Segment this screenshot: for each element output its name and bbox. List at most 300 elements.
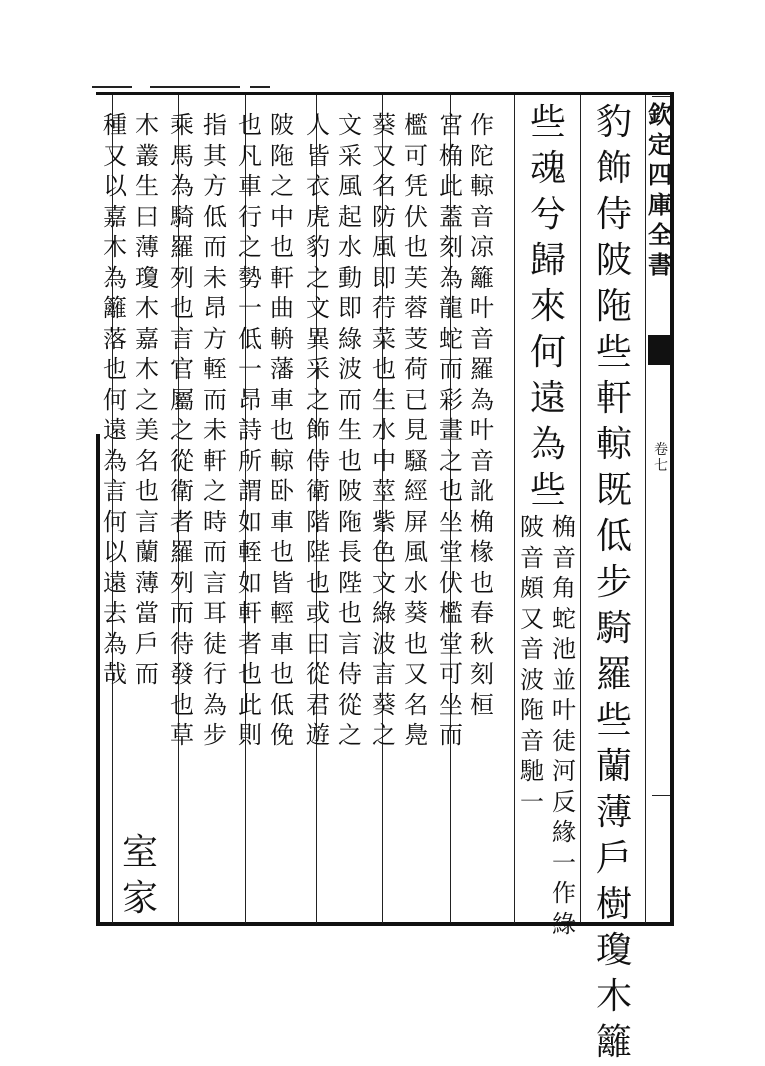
commentary-column-char: 又	[372, 141, 396, 170]
commentary-column-char: 羅	[170, 538, 194, 566]
commentary-column-char: 也	[170, 294, 194, 322]
commentary-column-char: 昂	[238, 385, 262, 414]
commentary-column-char: 其	[203, 141, 227, 170]
commentary-column-char: 生	[338, 416, 362, 444]
commentary-column-char: 陁	[338, 507, 362, 536]
commentary-column-char: 風	[404, 538, 428, 566]
commentary-column-char: 從	[170, 446, 194, 475]
commentary-column-char: 騷	[404, 446, 428, 475]
commentary-column-char: 也	[270, 538, 294, 566]
commentary-column-char: 檻	[404, 111, 428, 139]
commentary-column-char: 羅	[470, 355, 494, 383]
commentary-column-char: 車	[270, 507, 294, 536]
commentary-column-char: 可	[439, 660, 463, 688]
main-text-column-char: 侍	[595, 194, 632, 235]
commentary-column-char: 車	[238, 172, 262, 200]
commentary-column-char: 木	[135, 294, 159, 322]
commentary-column-char: 曰	[135, 202, 159, 231]
title-char: 四	[648, 160, 672, 189]
commentary-column-char: 曰	[306, 629, 330, 658]
commentary-column-char: 陛	[306, 538, 330, 566]
commentary-column-char: 而	[170, 599, 194, 627]
commentary-column-char: 也	[103, 355, 127, 383]
main-text-column-char: 些	[595, 700, 632, 741]
commentary-column-char: 中	[270, 202, 294, 231]
main-text-column-char: 戶	[595, 838, 632, 879]
commentary-half-left-char: 音	[520, 543, 544, 572]
commentary-column-char: 即	[338, 294, 362, 322]
commentary-column-char: 生	[135, 172, 159, 200]
commentary-column-char: 輬	[470, 172, 494, 200]
commentary-column-char: 彩	[439, 385, 463, 414]
commentary-half-right	[548, 512, 580, 939]
commentary-column-char: 嘉	[103, 202, 127, 231]
commentary-column-char: 荇	[372, 294, 396, 322]
commentary-column-char: 羅	[170, 233, 194, 261]
main-text-column-char: 飾	[595, 148, 632, 189]
commentary-column-char: 音	[470, 324, 494, 353]
commentary-column-char: 低	[270, 690, 294, 719]
commentary-column-char: 之	[338, 721, 362, 749]
commentary-column-char: 指	[203, 111, 227, 139]
commentary-column-char: 坐	[439, 690, 463, 719]
commentary-column-char: 之	[170, 416, 194, 444]
commentary-half-right-char: 並	[552, 665, 576, 694]
commentary-column-char: 色	[372, 538, 396, 566]
commentary-column-char: 豹	[306, 233, 330, 261]
commentary-column-char: 如	[238, 568, 262, 597]
commentary-column-char: 耳	[203, 599, 227, 627]
commentary-column-char: 籬	[103, 294, 127, 322]
commentary-half-right-char: 綠	[552, 909, 576, 938]
commentary-half-left-char: 音	[520, 635, 544, 663]
commentary-column-char: 芰	[404, 324, 428, 353]
commentary-column	[234, 110, 266, 751]
commentary-column-char: 屬	[170, 385, 194, 414]
title-char: 全	[648, 220, 672, 249]
commentary-column-char: 之	[372, 721, 396, 749]
commentary-half-left-char: 陁	[520, 696, 544, 724]
main-text-column-char: 遠	[529, 378, 566, 419]
commentary-column-char: 所	[238, 446, 262, 475]
commentary-column-char: 水	[404, 568, 428, 597]
commentary-column-char: 薄	[135, 233, 159, 261]
commentary-column-char: 籬	[470, 263, 494, 292]
commentary-column-char: 一	[238, 294, 262, 322]
commentary-column	[334, 110, 366, 751]
commentary-column-char: 種	[103, 111, 127, 139]
commentary-column	[99, 110, 131, 690]
main-text-column-char: 蘭	[595, 746, 632, 787]
page-border-top	[96, 92, 672, 95]
commentary-column	[466, 110, 498, 720]
commentary-column-char: 也	[372, 355, 396, 383]
commentary-column-char: 美	[135, 416, 159, 444]
main-text-column-char: 薄	[595, 792, 632, 833]
commentary-column-char: 遠	[103, 568, 127, 597]
commentary-column-char: 陂	[270, 111, 294, 139]
commentary-column-char: 伏	[439, 568, 463, 597]
commentary-column-char: 異	[306, 324, 330, 353]
commentary-half-right-char: 池	[552, 635, 576, 663]
commentary-column-char: 衛	[170, 477, 194, 505]
commentary-column-char: 風	[372, 233, 396, 261]
commentary-column-char: 軒	[238, 599, 262, 627]
commentary-column-char: 陛	[338, 568, 362, 597]
commentary-column-char: 陀	[470, 141, 494, 170]
commentary-column-char: 采	[338, 141, 362, 170]
commentary-column-char: 此	[439, 172, 463, 200]
commentary-column-char: 待	[170, 629, 194, 658]
main-text-column	[115, 830, 165, 922]
commentary-half-left-char: 一	[520, 787, 544, 816]
commentary-column-char: 木	[103, 233, 127, 261]
top-edge-mark	[92, 86, 132, 88]
commentary-column-char: 坐	[439, 507, 463, 536]
commentary-column-char: 中	[372, 446, 396, 475]
commentary-column-char: 一	[238, 355, 262, 383]
commentary-column-char: 車	[270, 385, 294, 414]
commentary-column-char: 蓋	[439, 202, 463, 231]
commentary-column-char: 言	[203, 568, 227, 597]
commentary-column-char: 車	[270, 629, 294, 658]
commentary-column-char: 為	[103, 446, 127, 475]
volume-char: 七	[654, 458, 668, 474]
commentary-column-char: 輊	[203, 355, 227, 383]
commentary-column-char: 飾	[306, 416, 330, 444]
commentary-column-char: 此	[238, 690, 262, 719]
commentary-column-char: 為	[103, 629, 127, 658]
commentary-column-char: 已	[404, 385, 428, 414]
commentary-column-char: 徒	[203, 629, 227, 658]
commentary-column-char: 輈	[270, 324, 294, 353]
commentary-column-char: 步	[203, 721, 227, 749]
commentary-column-char: 也	[135, 477, 159, 505]
commentary-half-right-char: 音	[552, 543, 576, 572]
commentary-half-right-char: 桷	[552, 513, 576, 541]
commentary-column-char: 水	[372, 416, 396, 444]
commentary-column-char: 言	[372, 660, 396, 688]
commentary-column-char: 風	[338, 172, 362, 200]
commentary-column-char: 又	[103, 141, 127, 170]
commentary-column-char: 之	[135, 385, 159, 414]
commentary-column	[166, 110, 198, 751]
commentary-column-char: 馬	[170, 141, 194, 170]
commentary-column-char: 也	[170, 690, 194, 719]
commentary-column-char: 衣	[306, 172, 330, 200]
commentary-column-char: 當	[135, 599, 159, 627]
commentary-column-char: 而	[203, 385, 227, 414]
main-text-column-char: 些	[529, 470, 566, 511]
commentary-column-char: 曲	[270, 294, 294, 322]
commentary-column-char: 凡	[238, 141, 262, 170]
commentary-column-char: 輊	[238, 538, 262, 566]
commentary-column-char: 菜	[372, 324, 396, 353]
main-text-column-char: 軒	[595, 378, 632, 419]
main-text-column-char: 既	[595, 470, 632, 511]
top-edge-mark	[250, 86, 270, 88]
commentary-column-char: 即	[372, 263, 396, 292]
commentary-column-char: 動	[338, 263, 362, 292]
commentary-column-char: 見	[404, 416, 428, 444]
commentary-column-char: 言	[338, 629, 362, 658]
commentary-column-char: 也	[270, 416, 294, 444]
commentary-column-char: 而	[203, 538, 227, 566]
main-text-column-char: 騎	[595, 608, 632, 649]
commentary-half-right-char: 角	[552, 574, 576, 602]
main-text-column-char: 豹	[595, 102, 632, 143]
commentary-column-char: 也	[338, 599, 362, 627]
commentary-column-char: 君	[306, 690, 330, 719]
commentary-column-char: 文	[372, 568, 396, 597]
commentary-column-char: 之	[439, 446, 463, 475]
commentary-column-char: 也	[404, 233, 428, 261]
main-text-column-char: 籬	[595, 1022, 632, 1063]
commentary-column-char: 輕	[270, 599, 294, 627]
commentary-column-char: 謂	[238, 477, 262, 505]
commentary-half-right-char: 蛇	[552, 604, 576, 633]
title-char: 庫	[648, 190, 672, 219]
commentary-column-char: 而	[135, 660, 159, 688]
main-text-column-char: 羅	[595, 654, 632, 695]
commentary-column-char: 如	[238, 507, 262, 536]
commentary-column-char: 堂	[439, 538, 463, 566]
commentary-column-char: 波	[338, 355, 362, 383]
commentary-half-right-char: 緣	[552, 818, 576, 846]
commentary-column-char: 勢	[238, 263, 262, 292]
title-char: 定	[648, 130, 672, 159]
commentary-column-char: 叢	[135, 141, 159, 170]
commentary-column-char: 可	[404, 141, 428, 170]
commentary-column-char: 以	[103, 172, 127, 200]
commentary-column-char: 嘉	[135, 324, 159, 353]
commentary-column-char: 而	[439, 721, 463, 749]
commentary-half-right-char: 一	[552, 848, 576, 877]
commentary-half-left-char: 音	[520, 726, 544, 755]
commentary-column-char: 畫	[439, 416, 463, 444]
commentary-column-char: 又	[404, 660, 428, 688]
commentary-column-char: 蘭	[135, 538, 159, 566]
commentary-column-char: 也	[439, 477, 463, 505]
commentary-column-char: 去	[103, 599, 127, 627]
commentary-column-char: 綠	[372, 599, 396, 627]
commentary-column-char: 音	[470, 446, 494, 475]
commentary-column-char: 侍	[306, 446, 330, 475]
commentary-column-char: 卧	[270, 477, 294, 505]
commentary-column-char: 方	[203, 324, 227, 353]
commentary-column-char: 凭	[404, 172, 428, 200]
commentary-column-char: 言	[170, 324, 194, 353]
commentary-column-char: 列	[170, 568, 194, 597]
commentary-column-char: 方	[203, 172, 227, 200]
commentary-column-char: 屏	[404, 507, 428, 536]
main-text-column-char: 兮	[529, 194, 566, 235]
commentary-half-right-char: 反	[552, 787, 576, 816]
commentary-column-char: 昂	[203, 294, 227, 322]
commentary-column-char: 行	[203, 660, 227, 688]
main-text-column-char: 陂	[595, 240, 632, 281]
commentary-column-char: 椽	[470, 538, 494, 566]
main-text-column-char: 些	[529, 102, 566, 143]
main-text-column-char: 輬	[595, 424, 632, 465]
commentary-column-char: 草	[170, 721, 194, 749]
main-text-column-char: 樹	[595, 884, 632, 925]
commentary-column-char: 也	[238, 660, 262, 688]
commentary-column-char: 時	[203, 507, 227, 536]
commentary-column-char: 虎	[306, 202, 330, 231]
commentary-column	[400, 110, 432, 751]
commentary-column-char: 秋	[470, 629, 494, 658]
title-char: 書	[648, 250, 672, 279]
commentary-column-char: 葵	[372, 690, 396, 719]
commentary-column-char: 落	[103, 324, 127, 353]
commentary-half-left-char: 陂	[520, 513, 544, 541]
main-text-column-char: 些	[595, 332, 632, 373]
commentary-column-char: 也	[470, 568, 494, 597]
commentary-column-char: 藩	[270, 355, 294, 383]
commentary-column	[199, 110, 231, 751]
commentary-column-char: 春	[470, 599, 494, 627]
commentary-half-left	[516, 512, 548, 817]
commentary-column-char: 長	[338, 538, 362, 566]
commentary-column-char: 采	[306, 355, 330, 383]
main-text-column-char: 陁	[595, 286, 632, 327]
commentary-column-char: 叶	[470, 294, 494, 322]
commentary-column-char: 行	[238, 202, 262, 231]
commentary-column	[435, 110, 467, 751]
title-char: 欽	[648, 100, 672, 129]
commentary-column-char: 音	[470, 202, 494, 231]
commentary-column-char: 言	[135, 507, 159, 536]
commentary-column-char: 則	[238, 721, 262, 749]
commentary-column-char: 瓊	[135, 263, 159, 292]
commentary-column-char: 陂	[338, 477, 362, 505]
commentary-column-char: 起	[338, 202, 362, 231]
commentary-column-char: 侍	[338, 660, 362, 688]
commentary-column-char: 經	[404, 477, 428, 505]
main-text-column-char: 何	[529, 332, 566, 373]
commentary-column-char: 作	[470, 111, 494, 139]
commentary-column-char: 紫	[372, 507, 396, 536]
commentary-column	[368, 110, 400, 751]
commentary-column-char: 皆	[270, 568, 294, 597]
commentary-column-char: 龍	[439, 294, 463, 322]
commentary-column-char: 防	[372, 202, 396, 231]
commentary-column-char: 莖	[372, 477, 396, 505]
commentary-column-char: 伏	[404, 202, 428, 231]
book-title	[646, 100, 674, 280]
commentary-column-char: 從	[338, 690, 362, 719]
commentary-column-char: 以	[103, 538, 127, 566]
commentary-half-left-char: 又	[520, 604, 544, 633]
commentary-column-char: 也	[270, 233, 294, 261]
commentary-column-char: 名	[404, 690, 428, 719]
commentary-column-char: 檻	[439, 599, 463, 627]
margin-rule	[652, 96, 670, 97]
commentary-column-char: 遠	[103, 416, 127, 444]
commentary-column-char: 桷	[470, 507, 494, 536]
commentary-column-char: 輬	[270, 446, 294, 475]
commentary-column-char: 蛇	[439, 324, 463, 353]
main-text-column	[584, 100, 644, 1066]
commentary-column-char: 木	[135, 355, 159, 383]
commentary-column-char: 名	[135, 446, 159, 475]
commentary-column-char: 桷	[439, 141, 463, 170]
commentary-column-char: 從	[306, 660, 330, 688]
main-text-column-char: 低	[595, 516, 632, 557]
commentary-column-char: 階	[306, 507, 330, 536]
commentary-column-char: 遊	[306, 721, 330, 749]
commentary-column	[302, 110, 334, 751]
commentary-column-char: 桓	[470, 690, 494, 719]
commentary-column-char: 荷	[404, 355, 428, 383]
commentary-half-right-char: 徒	[552, 726, 576, 755]
main-text-column-char: 歸	[529, 240, 566, 281]
commentary-half-right-char: 河	[552, 757, 576, 785]
top-edge-mark	[150, 86, 240, 88]
commentary-column-char: 或	[306, 599, 330, 627]
commentary-column-char: 為	[203, 690, 227, 719]
commentary-column-char: 哉	[103, 660, 127, 688]
commentary-column-char: 水	[338, 233, 362, 261]
commentary-column-char: 刻	[470, 660, 494, 688]
commentary-column-char: 也	[404, 629, 428, 658]
commentary-column-char: 蓉	[404, 294, 428, 322]
commentary-column-char: 軒	[270, 263, 294, 292]
commentary-half-left-char: 頗	[520, 574, 544, 602]
commentary-column-char: 宮	[439, 111, 463, 139]
commentary-column-char: 波	[372, 629, 396, 658]
commentary-column-char: 葵	[404, 599, 428, 627]
commentary-column-char: 列	[170, 263, 194, 292]
commentary-column	[266, 110, 298, 751]
commentary-column-char: 訛	[470, 477, 494, 505]
commentary-column-char: 之	[306, 385, 330, 414]
main-text-column-char: 木	[595, 976, 632, 1017]
commentary-column-char: 文	[306, 294, 330, 322]
commentary-column-char: 綠	[338, 324, 362, 353]
margin-rule	[652, 795, 670, 796]
commentary-column-char: 也	[238, 111, 262, 139]
main-text-column-char: 魂	[529, 148, 566, 189]
commentary-column-char: 戶	[135, 629, 159, 658]
commentary-column-char: 陁	[270, 141, 294, 170]
commentary-column-char: 發	[170, 660, 194, 688]
commentary-column-char: 葵	[372, 111, 396, 139]
main-text-column-char: 為	[529, 424, 566, 465]
commentary-half-left-char: 波	[520, 665, 544, 694]
commentary-column-char: 也	[306, 568, 330, 597]
volume-char: 卷	[654, 442, 668, 458]
commentary-half-right-char: 作	[552, 879, 576, 907]
commentary-column-char: 低	[238, 324, 262, 353]
commentary-column-char: 為	[103, 263, 127, 292]
commentary-column-char: 而	[203, 233, 227, 261]
commentary-column-char: 之	[203, 477, 227, 505]
commentary-column-char: 未	[203, 416, 227, 444]
main-text-column-char: 家	[121, 878, 158, 919]
commentary-column-char: 軒	[203, 446, 227, 475]
commentary-column-char: 衛	[306, 477, 330, 505]
commentary-column-char: 堂	[439, 629, 463, 658]
commentary-column-char: 之	[270, 172, 294, 200]
commentary-column-char: 鳧	[404, 721, 428, 749]
commentary-column-char: 未	[203, 263, 227, 292]
commentary-half-left-char: 馳	[520, 757, 544, 785]
commentary-column-char: 詩	[238, 416, 262, 444]
commentary-column-char: 言	[103, 477, 127, 505]
commentary-column-char: 俛	[270, 721, 294, 749]
